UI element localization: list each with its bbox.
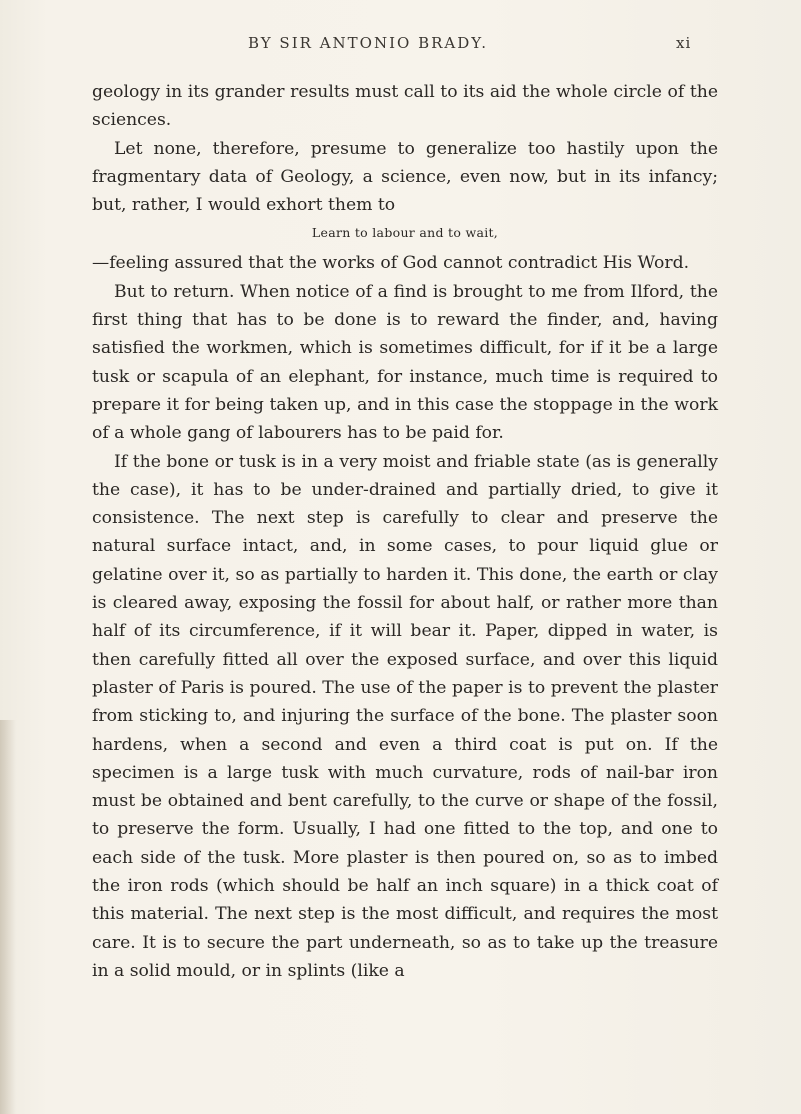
paragraph-continuation: geology in its grander results must call to its aid the whole circle of the sciences. — [92, 82, 718, 131]
page-edge-shadow — [0, 720, 16, 1114]
body-text — [92, 78, 718, 985]
paragraph: Let none, therefore, presume to generalize too hastily upon the fragmentary data of Geology, a science, even now, but in its infancy; but, rather, I would exhort them to — [92, 138, 718, 216]
page-number: xi — [676, 34, 692, 52]
paragraph: If the bone or tusk is in a very moist and friable state (as is generally the case), it has to be under-drained and partially dried, to give it consistence. The next step is carefully to clear and preserve the natural surface intact, and, in some cases, to pour liquid glue or gelatine over it, so as partially to harden it. This done, the earth or clay is cleared away, exposing the fossil for about half, or rather more than half of its circumference, if it will bear it. Paper, dipped in water, is then carefully fitted all over the exposed surface, and over this liquid plaster of Paris is poured. The use of the paper is to prevent the plaster from sticking to, and injuring the surface of the bone. The plaster soon hardens, when a second and even a third coat is put on. If the specimen is a large tusk with much curvature, rods of nail-bar iron must be obtained and bent carefully, to the curve or shape of the fossil, to preserve the form. Usually, I had one fitted to the top, and one to each side of the tusk. More plaster is then poured on, so as to imbed the iron rods (which should be half an inch square) in a thick coat of this material. The next step is the most difficult, and requires the most care. It is to secure the part underneath, so as to take up the treasure in a solid mould, or in splints (like a — [92, 451, 718, 981]
quotation: Learn to labour and to wait, — [311, 225, 499, 241]
paragraph-continuation: —feeling assured that the works of God cannot contradict His Word. — [92, 253, 690, 274]
running-head: BY SIR ANTONIO BRADY. — [248, 34, 488, 52]
paragraph: But to return. When notice of a find is brought to me from Ilford, the first thing that has to be done is to reward the finder, and, having satisfied the workmen, which is sometimes difficult, for if it be a large tusk or scapula of an elephant, for instance, much time is required to prepare it for being taken up, and in this case the stoppage in the work of a whole gang of labourers has to be paid for. — [92, 281, 718, 444]
